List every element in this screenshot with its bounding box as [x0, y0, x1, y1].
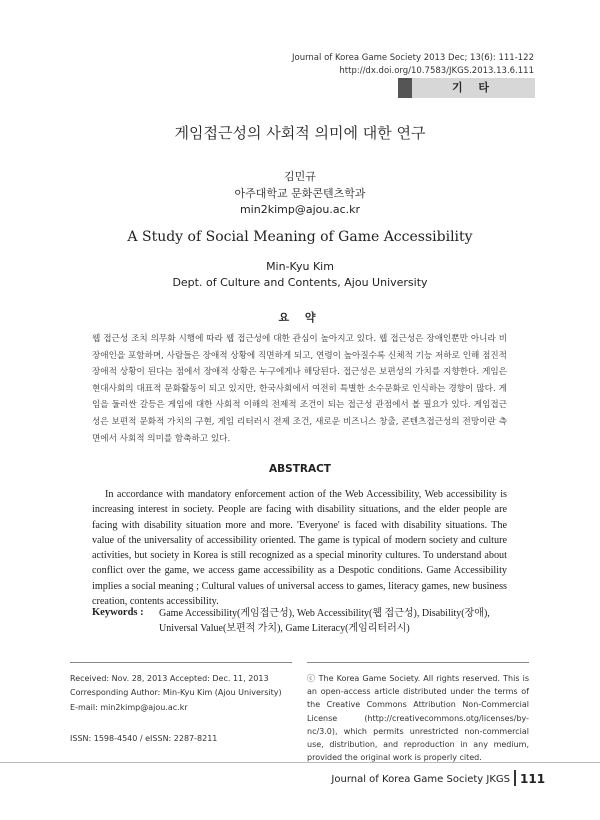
keywords-label: Keywords :	[92, 607, 144, 618]
summary-korean: 웹 접근성 조치 의무화 시행에 따라 웹 접근성에 대한 관심이 높아지고 있다. 웹 접근성은 장애인뿐만 아니라 비장애인을 포함하며, 사람들은 장애적 상황에 직면하게 되고, 연령이 높아질수록 신체적 기능 저하로 인해 점진적 장애적 상황이 된다는 점에서 장애적 상황은 누구에게나 해당된다. 접근성은 보편성의 가치를 지향한다. 게임은 현대사회의 대표적 문화활동이 되고 있지만, 한국사회에서 여전히 특별한 소수문화로 인식하는 경향이 많다. 게임을 둘러싼 갈등은 게임에 대한 사회적 이해의 전제적 조건이 되는 접근성 관점에서 볼 필요가 있다. 게임접근성은 보편적 문화적 가치의 구현, 게임 리터러시 전제 조건, 새로운 비즈니스 창출, 콘텐츠접근성의 전망이란 측면에서 사회적 의미를 함축하고 있다.	[92, 334, 507, 444]
article-meta	[70, 672, 290, 715]
corresponding-email: E-mail: min2kimp@ajou.ac.kr	[70, 702, 188, 712]
affiliation-english: Dept. of Culture and Contents, Ajou University	[172, 276, 428, 289]
category-label: 기 타	[451, 81, 496, 94]
footer-separator	[514, 770, 516, 786]
page-number: 111	[520, 772, 546, 786]
footer-journal-name: Journal of Korea Game Society JKGS	[331, 774, 510, 785]
footer-divider	[0, 762, 600, 763]
meta-divider-right	[307, 662, 529, 663]
doi-link[interactable]: http://dx.doi.org/10.7583/JKGS.2013.13.6.111	[339, 66, 534, 76]
affiliation-korean: 아주대학교 문화콘텐츠학과	[234, 187, 366, 200]
abstract-heading: ABSTRACT	[269, 463, 331, 475]
author-email[interactable]: min2kimp@ajou.ac.kr	[239, 203, 361, 216]
corresponding-author: Corresponding Author: Min-Kyu Kim (Ajou University)	[70, 688, 282, 698]
summary-heading: 요 약	[278, 311, 322, 324]
author-name-korean: 김민규	[284, 170, 316, 183]
paper-title-korean: 게임접근성의 사회적 의미에 대한 연구	[174, 124, 426, 142]
category-badge	[398, 78, 535, 98]
journal-citation-block	[292, 52, 534, 78]
license-notice: ⓒ The Korea Game Society. All rights reserved. This is an open-access article distributed under the terms of the Creative Commons Attribution Non-Commercial License (http://creativecommons.otg/licenses/by-nc/3.0), which permits unrestricted non-commercial use, distribution, and reproduction in any medium, provided the original work is properly cited.	[307, 674, 529, 763]
received-accepted-dates: Received: Nov. 28, 2013 Accepted: Dec. 11, 2013	[70, 674, 269, 683]
journal-citation: Journal of Korea Game Society 2013 Dec; 13(6): 111-122	[291, 53, 534, 63]
paper-title-english: A Study of Social Meaning of Game Accessibility	[127, 229, 473, 245]
keywords-text: Game Accessibility(게임접근성), Web Accessibility(웹 접근성), Disability(장애), Universal Value(보편적 가치), Game Literacy(게임리터러시)	[159, 608, 490, 634]
meta-divider-left	[70, 662, 292, 663]
issn: ISSN: 1598-4540 / eISSN: 2287-8211	[70, 734, 218, 743]
author-name-english: Min-Kyu Kim	[266, 260, 334, 273]
abstract-english: In accordance with mandatory enforcement action of the Web Accessibility, Web accessibility is increasing interest in society. People are facing with disability situations, and the elder people are facing with disability situation more and more. 'Everyone' is faced with disability situations. The value of the universality of accessibility oriented. The game is typical of modern society and culture activities, but society in Korea is still recognized as a special minority cultures. To understand about conflict over the game, we access game accessibility as a Despotic conditions. Game Accessibility implies a social meaning ; Cultural values of universal access to games, literacy games, new business creation, contents accessibility.	[92, 489, 507, 608]
